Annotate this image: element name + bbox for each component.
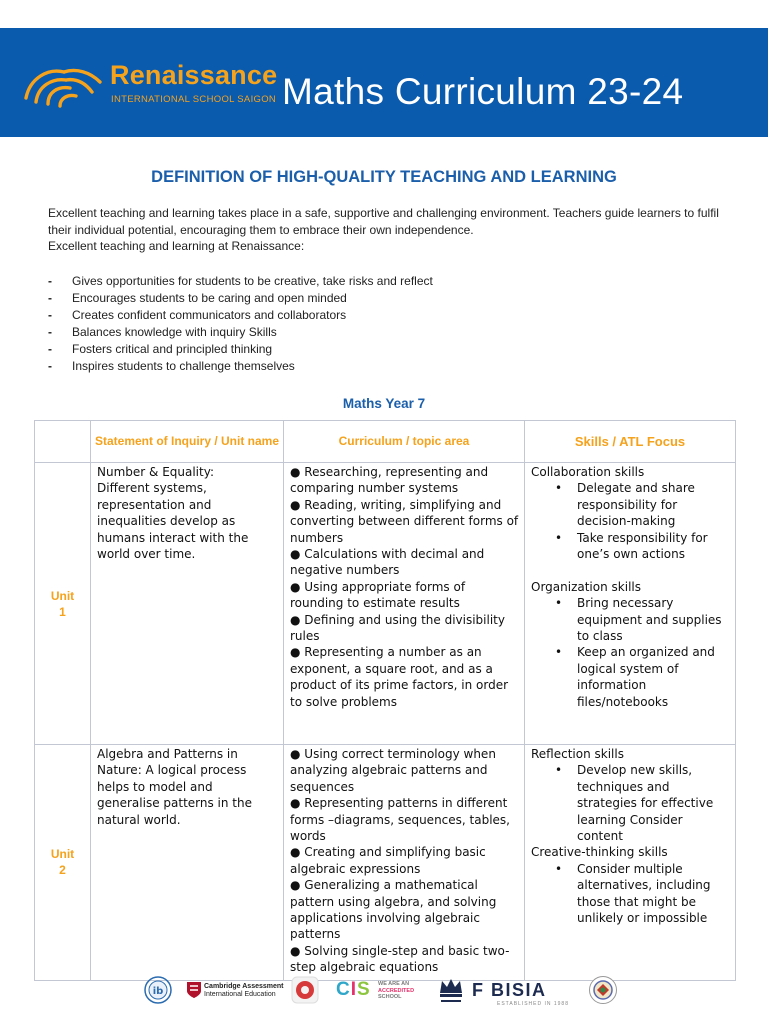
dash-bullet-icon: - [48, 274, 52, 288]
list-item: - Encourages students to be caring and open minded [48, 291, 347, 305]
bullet-dot-icon: • [555, 596, 563, 611]
skill-item: • Keep an organized and logical system of information files/notebooks [555, 645, 715, 709]
skills-cell: Reflection skills • Develop new skills, techniques and strategies for effective learning Consider content Creative-thinking skills • Consider multiple alternatives, including those that might be unlikely or impossible [525, 745, 736, 981]
ib-logo-icon [143, 975, 173, 1005]
renaissance-logo-icon [20, 58, 108, 114]
dash-bullet-icon: - [48, 291, 52, 305]
bullet-dot-icon: • [555, 530, 563, 545]
statement-cell: Number & Equality: Different systems, representation and inequalities develop as humans interact with the world over time. [91, 463, 284, 745]
skill-item: • Consider multiple alternatives, including those that might be unlikely or impossible [555, 861, 711, 926]
header-skills: Skills / ATL Focus [525, 421, 736, 463]
school-subtitle: INTERNATIONAL SCHOOL SAIGON [111, 94, 277, 105]
list-item: - Inspires students to challenge themselves [48, 359, 295, 373]
cis-logo: CIS [336, 979, 371, 1000]
curriculum-table [34, 420, 736, 981]
intro-paragraph: Excellent teaching and learning takes place in a safe, supportive and challenging environment. Teachers guide learners to fulfil their individual potential, encouraging them to embrace their own independence. [48, 206, 719, 237]
curriculum-cell: ● Using correct terminology when analyzing algebraic patterns and sequences ● Representing patterns in different forms –diagrams, sequences, tables, words ● Creating and simplifying basic algebraic expressions ● Generalizing a mathematical pattern using algebra, and solving applications involving algebraic patterns ● Solving single-step and basic two-step algebraic equations [284, 745, 525, 981]
skill-item: • Bring necessary equipment and supplies to class [555, 596, 722, 644]
fobisia-subtitle: ESTABLISHED IN 1988 [497, 1001, 569, 1007]
curriculum-cell: ● Researching, representing and comparing number systems ● Reading, writing, simplifying and converting between different forms of numbers ● Calculations with decimal and negative numbers ● Using appropriate forms of rounding to estimate results ● Defining and using the divisibility rules ● Representing a number as an exponent, a square root, and as a product of its prime factors, in order to solve problems [284, 463, 525, 745]
header-statement: Statement of Inquiry / Unit name [91, 421, 284, 463]
bullet-dot-icon: • [555, 763, 563, 778]
skill-item: • Delegate and share responsibility for decision-making [555, 481, 695, 529]
round-seal-logo-icon [588, 975, 618, 1005]
school-name: Renaissance [110, 60, 278, 90]
fobisia-logo: F BISIA [472, 980, 547, 1000]
accreditation-footer [0, 975, 768, 1015]
cambridge-logo: Cambridge Assessment International Education [204, 983, 284, 998]
page-title: Maths Curriculum 23-24 [282, 71, 684, 112]
red-badge-logo-icon [291, 975, 319, 1005]
dash-bullet-icon: - [48, 325, 52, 339]
unit-label: Unit 1 [35, 463, 91, 745]
skill-item: • Take responsibility for one’s own actions [555, 530, 708, 562]
list-item: - Gives opportunities for students to be creative, take risks and reflect [48, 274, 433, 288]
skill-item: • Develop new skills, techniques and strategies for effective learning Consider content [555, 763, 714, 844]
list-item: - Fosters critical and principled thinking [48, 342, 273, 356]
section-heading: DEFINITION OF HIGH-QUALITY TEACHING AND LEARNING [151, 168, 617, 186]
header-empty-cell [35, 421, 91, 463]
header-curriculum: Curriculum / topic area [284, 421, 525, 463]
table-row [35, 463, 736, 745]
cambridge-shield-icon [186, 981, 202, 999]
dash-bullet-icon: - [48, 359, 52, 373]
svg-text:ib: ib [152, 986, 164, 997]
list-item: - Balances knowledge with inquiry Skills [48, 325, 277, 339]
list-item: - Creates confident communicators and collaborators [48, 308, 347, 322]
bullet-dot-icon: • [555, 861, 563, 876]
cis-accredited-text: WE ARE AN ACCREDITED SCHOOL [378, 981, 415, 1000]
crown-logo-icon [437, 975, 465, 1007]
table-header-row [35, 421, 736, 463]
dash-bullet-icon: - [48, 308, 52, 322]
table-row [35, 745, 736, 981]
bullet-dot-icon: • [555, 481, 563, 496]
unit-label: Unit 2 [35, 745, 91, 981]
bullet-dot-icon: • [555, 645, 563, 660]
intro-lead: Excellent teaching and learning at Renaissance: [48, 239, 305, 253]
dash-bullet-icon: - [48, 342, 52, 356]
skills-cell: Collaboration skills • Delegate and share responsibility for decision-making • Take responsibility for one’s own actions Organization skills • Bring necessary equipment and supplies to class • Keep an organized and logical system of information files/notebooks [525, 463, 736, 745]
table-title: Maths Year 7 [342, 396, 426, 411]
quality-list [48, 273, 738, 375]
statement-cell: Algebra and Patterns in Nature: A logical process helps to model and generalise patterns in the natural world. [91, 745, 284, 981]
intro-text [48, 205, 738, 255]
